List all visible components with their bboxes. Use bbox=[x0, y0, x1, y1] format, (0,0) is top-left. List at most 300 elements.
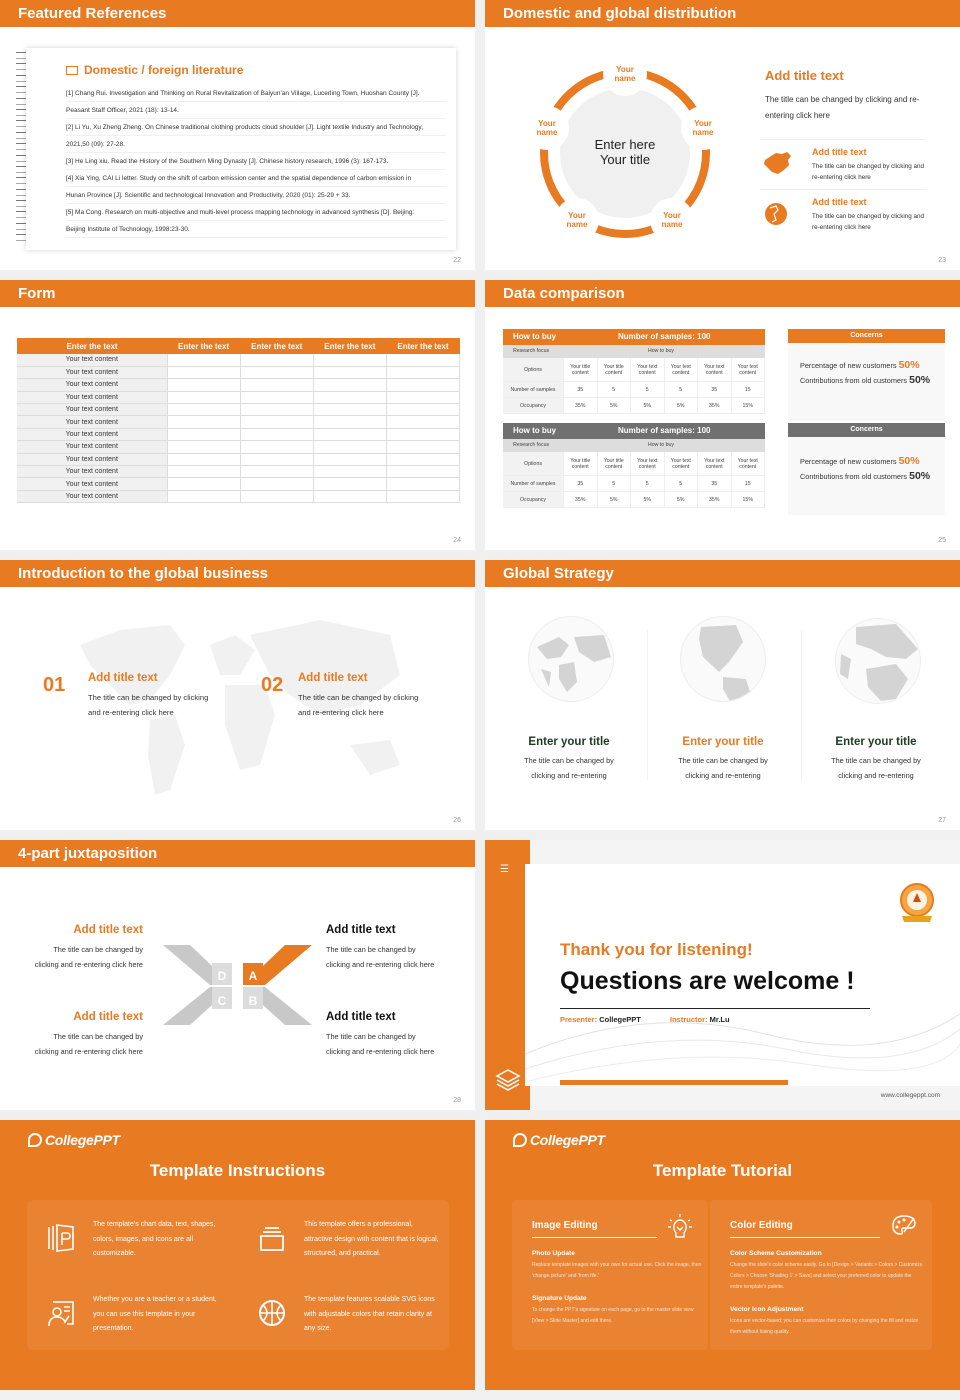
reference-line: [2] Li Yu, Xu Zheng Zheng. On Chinese traditional clothing products cloud shoulder [J]. Light textile Industry and Technology, bbox=[66, 119, 446, 136]
concerns-card bbox=[788, 329, 945, 421]
table-cell[interactable] bbox=[167, 379, 240, 391]
table-cell: 5 bbox=[631, 382, 665, 397]
concern-value: 50% bbox=[909, 374, 931, 386]
table-cell[interactable] bbox=[313, 441, 386, 453]
quadrant-description bbox=[326, 1030, 456, 1059]
node-label: name bbox=[614, 74, 636, 83]
letter-b: B bbox=[248, 994, 258, 1008]
table-cell: 35 bbox=[698, 476, 732, 491]
center-title bbox=[580, 137, 670, 167]
column-header: Enter the text bbox=[167, 338, 240, 354]
instruction-text: The template features scalable SVG icons with adjustable colors that retain clarity at any size. bbox=[304, 1296, 435, 1333]
desc-line: clicking and re-entering click here bbox=[34, 959, 143, 969]
node-label: name bbox=[661, 220, 683, 229]
powerpoint-file-icon bbox=[47, 1223, 75, 1253]
table-cell[interactable] bbox=[167, 441, 240, 453]
tutorial-panel-image-editing bbox=[512, 1200, 708, 1350]
instruction-cell bbox=[238, 1200, 449, 1275]
strategy-title: Enter your title bbox=[682, 736, 764, 748]
table-row bbox=[17, 441, 460, 453]
slide-thank-you[interactable] bbox=[485, 840, 960, 1110]
slide-template-tutorial[interactable] bbox=[485, 1120, 960, 1390]
table-cell[interactable] bbox=[167, 478, 240, 490]
table-cell: Your text content bbox=[631, 358, 665, 381]
table-cell: Your text content bbox=[698, 452, 732, 475]
reference-line: [1] Chang Rui. Investigation and Thinking on Rural Revitalization of Baiyun'an Village, Lucerling Town, Huoshan County [J]. bbox=[66, 85, 446, 102]
table-row bbox=[17, 366, 460, 378]
slide-featured-references[interactable] bbox=[0, 0, 475, 270]
table-cell[interactable] bbox=[167, 416, 240, 428]
desc-line: The title can be changed by clicking bbox=[88, 693, 209, 702]
table-cell[interactable] bbox=[240, 441, 313, 453]
table-cell[interactable] bbox=[313, 428, 386, 440]
cycle-node bbox=[650, 198, 694, 242]
table-cell[interactable] bbox=[313, 478, 386, 490]
tutorial-panel-color-editing bbox=[710, 1200, 932, 1350]
table-cell[interactable] bbox=[313, 366, 386, 378]
reference-line: 2021,50 (09): 27-28. bbox=[66, 136, 446, 153]
table-cell: Your title content bbox=[564, 358, 598, 381]
reference-line: Beijing Institute of Technology, 1998:23-30. bbox=[66, 221, 446, 238]
slide-title: Global Strategy bbox=[485, 560, 960, 587]
table-cell[interactable] bbox=[386, 453, 459, 465]
quadrant-description bbox=[13, 943, 143, 972]
strategy-title: Enter your title bbox=[835, 736, 917, 748]
desc-line: clicking and re-entering click here bbox=[326, 1046, 435, 1056]
letter-c: C bbox=[217, 994, 227, 1008]
info-description: The title can be changed by clicking and re-entering click here bbox=[812, 213, 925, 231]
header-right: Number of samples: 100 bbox=[618, 332, 711, 341]
cycle-node bbox=[603, 52, 647, 96]
item-description bbox=[298, 691, 438, 720]
table-row bbox=[503, 358, 765, 382]
concern-label: Contributions from old customers bbox=[800, 472, 908, 481]
table-cell: Your title content bbox=[564, 452, 598, 475]
instruction-cell bbox=[27, 1200, 238, 1275]
table-cell[interactable] bbox=[313, 453, 386, 465]
quadrant-title: Add title text bbox=[326, 924, 396, 936]
table-cell[interactable] bbox=[167, 354, 240, 366]
concern-line bbox=[800, 470, 930, 482]
instruction-text: This template offers a professional, attractive design with content that is logical, structured, and practical. bbox=[304, 1221, 439, 1258]
slide-title: Form bbox=[0, 280, 475, 307]
slide-title: Featured References bbox=[0, 0, 475, 27]
concern-value: 50% bbox=[898, 359, 920, 371]
table-cell: 5% bbox=[665, 398, 699, 413]
research-focus-label: Research focus bbox=[513, 348, 550, 354]
desc-line: clicking and re-entering click here bbox=[34, 1046, 143, 1056]
globe-icon bbox=[680, 616, 766, 702]
table-cell[interactable] bbox=[313, 404, 386, 416]
table-cell[interactable] bbox=[240, 379, 313, 391]
table-cell: Your text content bbox=[631, 452, 665, 475]
strategy-description bbox=[796, 754, 956, 783]
row-label-cell: Your text content bbox=[17, 441, 167, 453]
desc-line: and re-entering click here bbox=[88, 707, 174, 717]
panel-heading: Image Editing bbox=[532, 1220, 598, 1231]
table-cell: 35% bbox=[698, 492, 732, 507]
table-cell: Your title content bbox=[598, 358, 632, 381]
lightbulb-icon bbox=[666, 1212, 694, 1240]
header-left: How to buy bbox=[513, 332, 557, 341]
table-cell[interactable] bbox=[167, 490, 240, 502]
concern-value: 50% bbox=[898, 455, 920, 467]
table-cell[interactable] bbox=[240, 490, 313, 502]
column-header: Enter the text bbox=[313, 338, 386, 354]
table-cell: 5% bbox=[631, 398, 665, 413]
row-label: Occupancy bbox=[503, 492, 564, 507]
table-cell[interactable] bbox=[240, 354, 313, 366]
slide-title: 4-part juxtaposition bbox=[0, 840, 475, 867]
globe-icon bbox=[528, 616, 614, 702]
table-row bbox=[17, 416, 460, 428]
section-title bbox=[66, 63, 243, 77]
brand-name: CollegePPT bbox=[530, 1132, 605, 1148]
row-label-cell: Your text content bbox=[17, 478, 167, 490]
cycle-node bbox=[525, 106, 569, 150]
table-row bbox=[17, 391, 460, 403]
table-cell[interactable] bbox=[240, 453, 313, 465]
accent-bar bbox=[560, 1080, 788, 1085]
table-row bbox=[17, 478, 460, 490]
table-cell[interactable] bbox=[386, 466, 459, 478]
table-cell: 5 bbox=[665, 476, 699, 491]
concern-line bbox=[800, 455, 920, 467]
center-line-1: Enter here bbox=[594, 137, 656, 152]
table-cell[interactable] bbox=[313, 416, 386, 428]
concern-label: Percentage of new customers bbox=[800, 361, 897, 370]
slide-title: Template Tutorial bbox=[652, 1161, 793, 1180]
desc-line: The title can be changed by bbox=[524, 756, 614, 765]
instructor bbox=[670, 1015, 730, 1024]
logo-mark-icon bbox=[28, 1133, 42, 1147]
research-focus-value: How to buy bbox=[648, 442, 674, 448]
concerns-title: Concerns bbox=[788, 329, 945, 343]
row-label: Number of samples bbox=[503, 476, 564, 491]
table-cell[interactable] bbox=[386, 478, 459, 490]
table-cell[interactable] bbox=[313, 490, 386, 502]
reference-list bbox=[66, 85, 446, 238]
heading-underline bbox=[532, 1237, 657, 1238]
comparison-table bbox=[503, 329, 765, 414]
info-row bbox=[760, 189, 925, 239]
node-label: Your bbox=[568, 211, 586, 220]
table-cell[interactable] bbox=[240, 428, 313, 440]
thank-you-heading: Thank you for listening! bbox=[560, 940, 753, 959]
table-cell: Your text content bbox=[665, 358, 699, 381]
desc-line: The title can be changed by bbox=[831, 756, 921, 765]
desc-line: clicking and re-entering bbox=[685, 770, 761, 780]
references-card bbox=[26, 48, 456, 250]
item-description bbox=[88, 691, 228, 720]
table-cell[interactable] bbox=[313, 466, 386, 478]
website-url[interactable]: www.collegeppt.com bbox=[880, 1092, 940, 1099]
section-title: Vector Icon Adjustment bbox=[730, 1306, 804, 1313]
row-label-cell: Your text content bbox=[17, 466, 167, 478]
table-row bbox=[503, 398, 765, 414]
table-row bbox=[17, 453, 460, 465]
section-title-text: Domestic / foreign literature bbox=[84, 63, 244, 77]
layers-stack-icon bbox=[258, 1223, 286, 1253]
main-title: Add title text bbox=[765, 68, 844, 83]
heading-underline bbox=[730, 1237, 880, 1238]
menu-icon[interactable]: ☰ bbox=[500, 864, 509, 875]
table-cell: 5 bbox=[598, 382, 632, 397]
row-label-cell: Your text content bbox=[17, 428, 167, 440]
table-row bbox=[503, 452, 765, 476]
letter-a: A bbox=[248, 969, 258, 983]
research-focus-value: How to buy bbox=[648, 348, 674, 354]
row-label: Number of samples bbox=[503, 382, 564, 397]
section-text: Replace template images with your own for actual use. Click the image, then 'change picture' and 'from file.' bbox=[532, 1262, 702, 1279]
book-icon bbox=[66, 66, 78, 75]
table-cell[interactable] bbox=[386, 490, 459, 502]
center-line-2: Your title bbox=[599, 152, 651, 167]
table-row bbox=[17, 466, 460, 478]
instruction-text: The template's chart data, text, shapes, colors, images, and icons are all customizable. bbox=[93, 1221, 216, 1258]
instruction-cell bbox=[27, 1275, 238, 1350]
table-cell[interactable] bbox=[386, 428, 459, 440]
instruction-text: Whether you are a teacher or a student, you can use this template in your presentation. bbox=[93, 1296, 217, 1333]
section-title: Signature Update bbox=[532, 1295, 587, 1302]
panel-heading: Color Editing bbox=[730, 1220, 793, 1231]
globe-icon bbox=[762, 200, 792, 226]
page-number: 25 bbox=[938, 537, 946, 544]
presenter bbox=[560, 1015, 641, 1024]
palette-icon bbox=[890, 1212, 918, 1240]
concern-line bbox=[800, 374, 930, 386]
table-cell: 35 bbox=[564, 382, 598, 397]
section-title: Photo Update bbox=[532, 1250, 575, 1257]
four-arrows-diagram bbox=[160, 943, 315, 1027]
table-cell: 35% bbox=[564, 398, 598, 413]
page-number: 24 bbox=[453, 537, 461, 544]
table-cell: 35% bbox=[564, 492, 598, 507]
table-cell[interactable] bbox=[240, 404, 313, 416]
item-number: 01 bbox=[43, 674, 66, 696]
table-header bbox=[503, 423, 765, 439]
page-number: 23 bbox=[938, 257, 946, 264]
concerns-card bbox=[788, 423, 945, 515]
row-label-cell: Your text content bbox=[17, 354, 167, 366]
table-row bbox=[503, 382, 765, 398]
table-cell[interactable] bbox=[313, 379, 386, 391]
desc-line: and re-entering click here bbox=[298, 707, 384, 717]
reference-line: [3] He Ling xiu. Read the History of the Southern Ming Dynasty [J]. Chinese history research, 1996 (3): 167-173. bbox=[66, 153, 446, 170]
table-cell[interactable] bbox=[386, 404, 459, 416]
divider bbox=[560, 1008, 870, 1009]
cycle-node bbox=[555, 198, 599, 242]
table-row bbox=[17, 379, 460, 391]
concern-label: Percentage of new customers bbox=[800, 457, 897, 466]
table-cell[interactable] bbox=[167, 366, 240, 378]
item-title: Add title text bbox=[88, 672, 158, 684]
globe-icon bbox=[835, 618, 921, 704]
table-cell: 5 bbox=[598, 476, 632, 491]
section-text: Change the slide's color scheme easily. Go to [Design > Variants > Colors > Customize Colors > Choose 'Shading 1' > Save] and select your preferred color to update the entire template's palette. bbox=[730, 1262, 923, 1290]
slide-distribution[interactable] bbox=[485, 0, 960, 270]
table-cell: 35 bbox=[698, 382, 732, 397]
brand-name: CollegePPT bbox=[45, 1132, 120, 1148]
strategy-description bbox=[489, 754, 649, 783]
quadrant-description bbox=[326, 943, 456, 972]
node-label: name bbox=[692, 128, 714, 137]
table-cell[interactable] bbox=[240, 366, 313, 378]
table-cell: Your title content bbox=[598, 452, 632, 475]
header-left: How to buy bbox=[513, 426, 557, 435]
desc-line: clicking and re-entering bbox=[531, 770, 607, 780]
instructor-name: Mr.Lu bbox=[709, 1015, 730, 1024]
collegeppt-logo bbox=[513, 1132, 605, 1148]
table-cell[interactable] bbox=[386, 441, 459, 453]
table-cell[interactable] bbox=[167, 453, 240, 465]
table-cell: 15 bbox=[732, 382, 766, 397]
table-cell[interactable] bbox=[167, 391, 240, 403]
table-cell: Your text content bbox=[698, 358, 732, 381]
instructions-panel bbox=[27, 1200, 449, 1350]
quadrant-description bbox=[13, 1030, 143, 1059]
table-cell[interactable] bbox=[240, 416, 313, 428]
section-text: To change the PPT's signature on each page, go to the master slide view [View > Slide Master] and edit there. bbox=[532, 1307, 694, 1324]
slide-data-comparison[interactable] bbox=[485, 280, 960, 550]
column-header: Enter the text bbox=[386, 338, 459, 354]
node-label: name bbox=[536, 128, 558, 137]
research-focus-row bbox=[503, 345, 765, 358]
table-cell[interactable] bbox=[386, 366, 459, 378]
column-header: Enter the text bbox=[240, 338, 313, 354]
table-cell: 15% bbox=[732, 492, 766, 507]
slide-global-business[interactable] bbox=[0, 560, 475, 830]
desc-line: clicking and re-entering click here bbox=[326, 959, 435, 969]
cycle-node bbox=[681, 106, 725, 150]
logo-mark-icon bbox=[513, 1133, 527, 1147]
table-cell[interactable] bbox=[167, 404, 240, 416]
table-cell: 15% bbox=[732, 398, 766, 413]
desc-line: The title can be changed by bbox=[678, 756, 768, 765]
table-cell[interactable] bbox=[167, 466, 240, 478]
table-row bbox=[17, 428, 460, 440]
desc-line: The title can be changed by clicking bbox=[298, 693, 419, 702]
slide-title: Introduction to the global business bbox=[0, 560, 475, 587]
row-label-cell: Your text content bbox=[17, 453, 167, 465]
desc-line: The title can be changed by bbox=[326, 1032, 416, 1041]
table-cell: 5% bbox=[598, 492, 632, 507]
layers-icon bbox=[495, 1068, 521, 1092]
table-cell: 5 bbox=[631, 476, 665, 491]
university-emblem-logo bbox=[897, 882, 937, 924]
collegeppt-logo bbox=[28, 1132, 120, 1148]
table-cell: 5% bbox=[631, 492, 665, 507]
table-row bbox=[17, 490, 460, 502]
section-text: Icons are vector-based; you can customize their colors by changing the fill and resize them without losing quality. bbox=[730, 1318, 919, 1335]
row-label-cell: Your text content bbox=[17, 366, 167, 378]
concern-label: Contributions from old customers bbox=[800, 376, 908, 385]
reference-line: Hunan Province [J]. Scientific and technological Innovation and Productivity, 2020 (01): 25-29 + 33. bbox=[66, 187, 446, 204]
slide-4-part-juxtaposition[interactable] bbox=[0, 840, 475, 1110]
slide-global-strategy[interactable] bbox=[485, 560, 960, 830]
quadrant-title: Add title text bbox=[73, 1011, 143, 1023]
info-title: Add title text bbox=[812, 147, 867, 157]
page-number: 26 bbox=[453, 817, 461, 824]
desc-line: clicking and re-entering bbox=[838, 770, 914, 780]
letter-d: D bbox=[217, 969, 227, 983]
china-map-icon bbox=[762, 150, 792, 176]
table-cell[interactable] bbox=[386, 391, 459, 403]
row-label-cell: Your text content bbox=[17, 404, 167, 416]
presenter-label: Presenter: bbox=[560, 1015, 598, 1024]
desc-line: The title can be changed by bbox=[326, 945, 416, 954]
table-cell[interactable] bbox=[313, 354, 386, 366]
reference-line: Peasant Staff Officer, 2021 (18): 13-14. bbox=[66, 102, 446, 119]
desc-line: The title can be changed by bbox=[53, 945, 143, 954]
row-label-cell: Your text content bbox=[17, 379, 167, 391]
concerns-title: Concerns bbox=[788, 423, 945, 437]
column-header: Enter the text bbox=[17, 338, 167, 354]
quadrant-title: Add title text bbox=[326, 1011, 396, 1023]
page-number: 28 bbox=[453, 1097, 461, 1104]
table-cell[interactable] bbox=[240, 478, 313, 490]
item-title: Add title text bbox=[298, 672, 368, 684]
reference-line: [4] Xia Ying, CAI Li letter. Study on the shift of carbon emission center and the spatial dependence of carbon emission in bbox=[66, 170, 446, 187]
reference-line: [5] Ma Cong. Research on multi-objective and multi-level process mapping technology in advanced synthesis [D]. Beijing: bbox=[66, 204, 446, 221]
section-title: Color Scheme Customization bbox=[730, 1250, 822, 1257]
table-cell[interactable] bbox=[167, 428, 240, 440]
header-right: Number of samples: 100 bbox=[618, 426, 711, 435]
instructor-label: Instructor: bbox=[670, 1015, 708, 1024]
row-label: Options bbox=[503, 452, 564, 475]
table-row bbox=[503, 492, 765, 508]
item-number: 02 bbox=[261, 674, 284, 696]
slide-template-instructions[interactable] bbox=[0, 1120, 475, 1390]
table-header bbox=[503, 329, 765, 345]
table-cell: 15 bbox=[732, 476, 766, 491]
table-cell: Your text content bbox=[732, 452, 766, 475]
table-cell[interactable] bbox=[386, 416, 459, 428]
table-cell[interactable] bbox=[240, 466, 313, 478]
research-focus-row bbox=[503, 439, 765, 452]
table-cell: 5% bbox=[598, 398, 632, 413]
desc-line: The title can be changed by bbox=[53, 1032, 143, 1041]
slide-form[interactable] bbox=[0, 280, 475, 550]
strategy-title: Enter your title bbox=[528, 736, 610, 748]
table-cell[interactable] bbox=[240, 391, 313, 403]
teacher-presentation-icon bbox=[47, 1298, 75, 1328]
table-cell: 5 bbox=[665, 382, 699, 397]
slide-title: Data comparison bbox=[485, 280, 960, 307]
info-title: Add title text bbox=[812, 197, 867, 207]
instruction-cell bbox=[238, 1275, 449, 1350]
page-number: 22 bbox=[453, 257, 461, 264]
node-label: Your bbox=[663, 211, 681, 220]
questions-heading: Questions are welcome ! bbox=[560, 967, 855, 995]
table-cell[interactable] bbox=[386, 379, 459, 391]
form-table-body bbox=[17, 354, 460, 503]
main-description: The title can be changed by clicking and re-entering click here bbox=[765, 95, 920, 120]
node-label: Your bbox=[538, 119, 556, 128]
table-cell[interactable] bbox=[386, 354, 459, 366]
side-bar bbox=[485, 840, 530, 1110]
table-cell: 5% bbox=[665, 492, 699, 507]
node-label: Your bbox=[616, 65, 634, 74]
row-label-cell: Your text content bbox=[17, 416, 167, 428]
table-row bbox=[17, 354, 460, 366]
table-cell[interactable] bbox=[313, 391, 386, 403]
node-label: Your bbox=[694, 119, 712, 128]
page-number: 27 bbox=[938, 817, 946, 824]
row-label: Options bbox=[503, 358, 564, 381]
research-focus-label: Research focus bbox=[513, 442, 550, 448]
basketball-icon bbox=[258, 1298, 286, 1328]
